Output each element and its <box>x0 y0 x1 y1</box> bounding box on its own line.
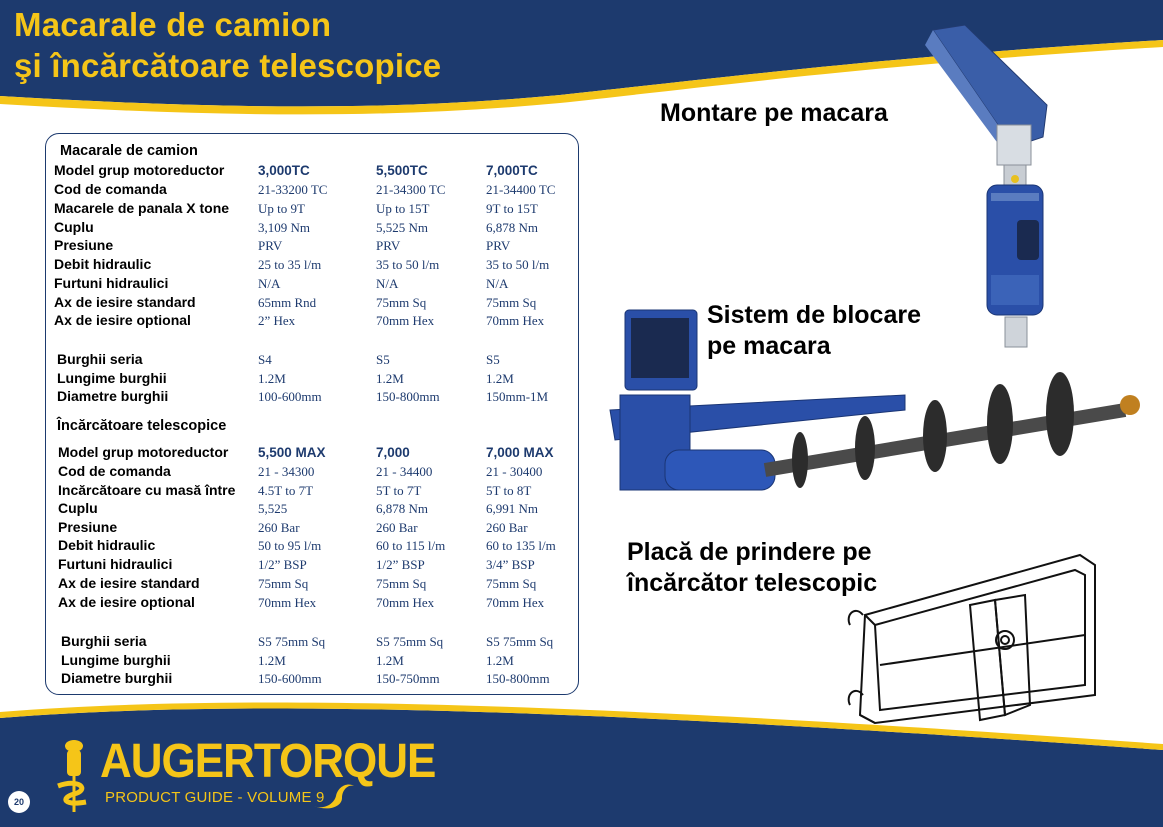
row-value: N/A <box>486 276 509 291</box>
row-value: 75mm Sq <box>376 295 427 310</box>
auger-row-value: S5 75mm Sq <box>486 634 554 649</box>
row-label: Model grup motoreductor <box>54 162 225 178</box>
auger-row-label: Diametre burghii <box>57 388 169 404</box>
callout-telehandler-plate <box>627 537 877 599</box>
auger-row-value: 1.2M <box>376 371 404 386</box>
row-value: PRV <box>376 238 401 253</box>
auger-row-label: Lungime burghii <box>61 652 171 668</box>
row-value: 65mm Rnd <box>258 295 317 310</box>
row-value: 4.5T to 7T <box>258 483 314 498</box>
row-value: PRV <box>258 238 283 253</box>
row-label: Presiune <box>54 237 114 253</box>
row-label: Furtuni hidraulici <box>54 275 169 291</box>
row-value: 75mm Sq <box>486 576 537 591</box>
callout-lock-line-2: pe macara <box>707 332 831 360</box>
brand-wordmark: AUGERTORQUE <box>100 734 436 788</box>
row-value: 5,500TC <box>376 163 428 178</box>
auger-row-value: 150-600mm <box>258 671 322 686</box>
callout-crane-mount: Montare pe macara <box>660 99 888 127</box>
row-value: 70mm Hex <box>376 313 435 328</box>
auger-row-value: 1.2M <box>376 653 404 668</box>
auger-row-label: Burghii seria <box>61 633 147 649</box>
row-value: 5T to 7T <box>376 483 422 498</box>
auger-row-label: Lungime burghii <box>57 370 167 386</box>
row-label: Ax de iesire standard <box>54 294 196 310</box>
row-value: 70mm Hex <box>486 595 545 610</box>
row-value: 75mm Sq <box>258 576 309 591</box>
auger-row-value: 150-800mm <box>376 389 440 404</box>
auger-row-label: Diametre burghii <box>61 670 173 686</box>
row-value: 21 - 30400 <box>486 464 543 479</box>
section-title: Macarale de camion <box>60 143 198 159</box>
row-label: Cod de comanda <box>54 181 167 197</box>
row-label: Presiune <box>58 519 118 535</box>
callout-lock-line-1: Sistem de blocare <box>707 301 921 329</box>
section-title: Încărcătoare telescopice <box>57 418 227 434</box>
auger-row-value: 150-750mm <box>376 671 440 686</box>
row-value: 260 Bar <box>258 520 300 535</box>
row-label: Debit hidraulic <box>54 256 152 272</box>
row-label: Ax de iesire standard <box>58 575 200 591</box>
auger-lock-system-illustration <box>605 300 1155 500</box>
brand-swoosh-icon <box>312 776 356 812</box>
row-value: 6,878 Nm <box>486 220 538 235</box>
row-label: Model grup motoreductor <box>58 444 229 460</box>
row-value: 21-34300 TC <box>376 182 446 197</box>
row-value: 3,109 Nm <box>258 220 310 235</box>
row-label: Cuplu <box>54 219 94 235</box>
row-label: Macarele de panala X tone <box>54 200 230 216</box>
auger-row-value: 150-800mm <box>486 671 550 686</box>
row-value: 5,525 <box>258 501 288 516</box>
row-value: 5,500 MAX <box>258 445 326 460</box>
title-line-2: şi încărcătoare telescopice <box>14 47 442 84</box>
row-value: PRV <box>486 238 511 253</box>
row-value: 75mm Sq <box>376 576 427 591</box>
row-value: 6,878 Nm <box>376 501 428 516</box>
row-value: 7,000 MAX <box>486 445 554 460</box>
row-value: 7,000 <box>376 445 410 460</box>
row-value: 260 Bar <box>376 520 418 535</box>
product-guide-label: PRODUCT GUIDE - VOLUME 9 <box>105 789 325 806</box>
row-label: Ax de iesire optional <box>58 594 195 610</box>
row-value: 75mm Sq <box>486 295 537 310</box>
row-value: 60 to 135 l/m <box>486 538 556 553</box>
row-label: Ax de iesire optional <box>54 312 191 328</box>
row-value: 3/4” BSP <box>486 557 535 572</box>
row-value: 5,525 Nm <box>376 220 428 235</box>
auger-row-value: S5 75mm Sq <box>376 634 444 649</box>
auger-row-value: S5 75mm Sq <box>258 634 326 649</box>
page-number: 20 <box>8 791 30 813</box>
row-value: 21 - 34300 <box>258 464 315 479</box>
row-value: 70mm Hex <box>258 595 317 610</box>
row-value: 35 to 50 l/m <box>376 257 440 272</box>
auger-row-value: 1.2M <box>258 653 286 668</box>
row-value: 70mm Hex <box>376 595 435 610</box>
row-value: 5T to 8T <box>486 483 532 498</box>
row-value: 6,991 Nm <box>486 501 538 516</box>
row-value: N/A <box>376 276 399 291</box>
auger-row-value: S4 <box>258 352 272 367</box>
callout-plate-line-2: încărcător telescopic <box>627 569 878 597</box>
row-label: Cuplu <box>58 500 98 516</box>
row-value: 7,000TC <box>486 163 538 178</box>
auger-row-value: 100-600mm <box>258 389 322 404</box>
row-value: 1/2” BSP <box>258 557 307 572</box>
auger-row-value: 150mm-1M <box>486 389 549 404</box>
row-value: 1/2” BSP <box>376 557 425 572</box>
row-value: 70mm Hex <box>486 313 545 328</box>
auger-row-value: 1.2M <box>486 371 514 386</box>
auger-row-value: 1.2M <box>258 371 286 386</box>
row-value: 50 to 95 l/m <box>258 538 322 553</box>
row-value: 21-34400 TC <box>486 182 556 197</box>
row-value: 21-33200 TC <box>258 182 328 197</box>
callout-plate-line-1: Placă de prindere pe <box>627 538 872 566</box>
page-title <box>14 4 441 86</box>
row-value: 3,000TC <box>258 163 310 178</box>
row-value: 2” Hex <box>258 313 296 328</box>
row-value: 260 Bar <box>486 520 528 535</box>
row-value: N/A <box>258 276 281 291</box>
auger-row-value: S5 <box>376 352 390 367</box>
auger-row-value: 1.2M <box>486 653 514 668</box>
row-value: 9T to 15T <box>486 201 538 216</box>
auger-row-label: Burghii seria <box>57 351 143 367</box>
row-value: 60 to 115 l/m <box>376 538 446 553</box>
auger-logo-icon <box>50 738 100 818</box>
row-value: 21 - 34400 <box>376 464 433 479</box>
row-label: Furtuni hidraulici <box>58 556 173 572</box>
row-label: Cod de comanda <box>58 463 171 479</box>
row-label: Debit hidraulic <box>58 537 156 553</box>
row-label: Incărcătoare cu masă între <box>58 482 236 498</box>
row-value: 25 to 35 l/m <box>258 257 322 272</box>
auger-row-value: S5 <box>486 352 500 367</box>
row-value: Up to 9T <box>258 201 305 216</box>
title-line-1: Macarale de camion <box>14 6 332 43</box>
row-value: 35 to 50 l/m <box>486 257 550 272</box>
row-value: Up to 15T <box>376 201 430 216</box>
